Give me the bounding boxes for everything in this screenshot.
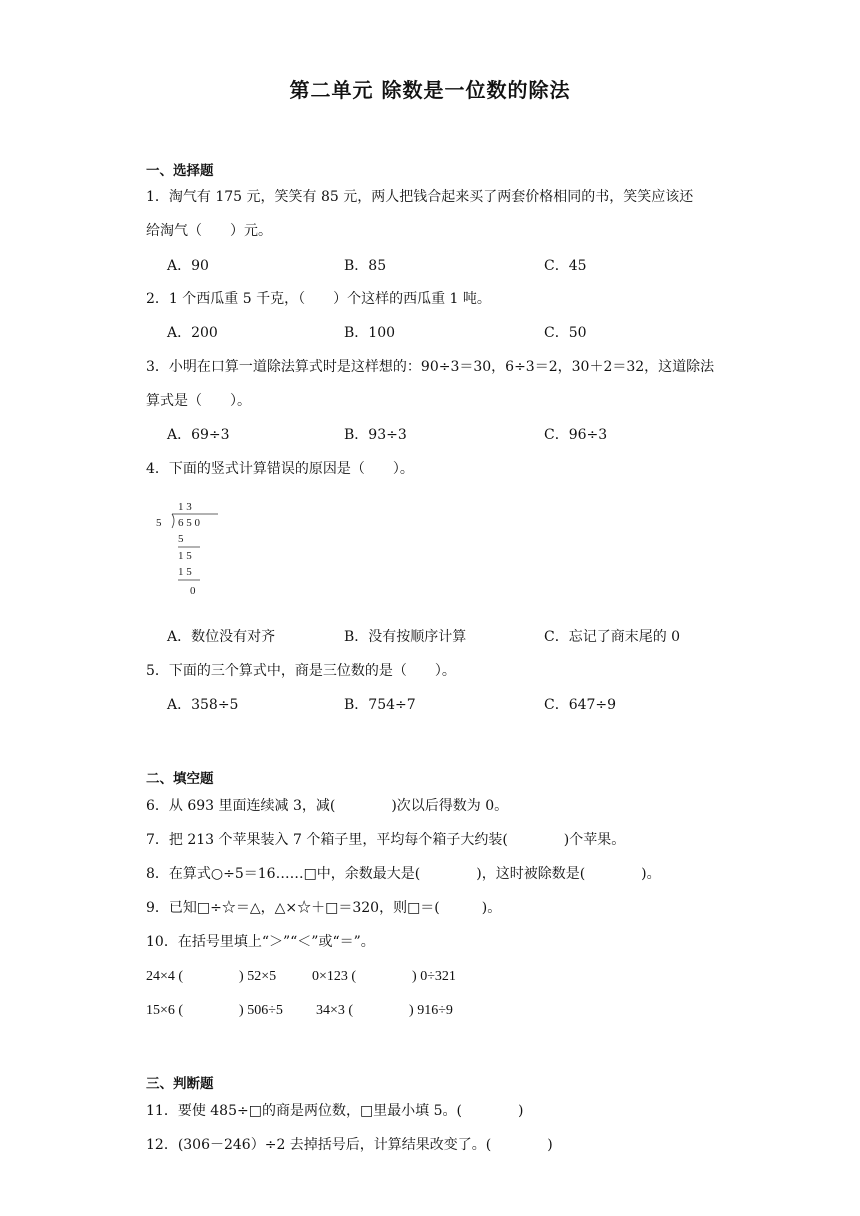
question-7: 7．把 213 个苹果装入 7 个箱子里，平均每个箱子大约装( )个苹果。 bbox=[146, 832, 626, 848]
question-2-option-c: C．50 bbox=[544, 325, 587, 341]
question-11: 11．要使 485÷□的商是两位数，□里最小填 5。( ) bbox=[146, 1103, 524, 1119]
division-dividend: 6 5 0 bbox=[178, 517, 200, 529]
question-2-line-1: 2．1 个西瓜重 5 千克，（ ）个这样的西瓜重 1 吨。 bbox=[146, 291, 491, 307]
question-6: 6．从 693 里面连续减 3，减( )次以后得数为 0。 bbox=[146, 798, 509, 814]
question-3-option-a: A．69÷3 bbox=[167, 427, 230, 443]
question-4-option-a: A．数位没有对齐 bbox=[167, 629, 276, 645]
question-2-option-a: A．200 bbox=[167, 325, 218, 341]
question-1-line-2: 给淘气（ ）元。 bbox=[146, 223, 272, 239]
question-12: 12．(306－246）÷2 去掉括号后，计算结果改变了。( ) bbox=[146, 1137, 553, 1153]
question-10-line-1: 10．在括号里填上“＞”“＜”或“＝”。 bbox=[146, 934, 375, 950]
section-heading-choice: 一、选择题 bbox=[146, 163, 214, 179]
question-1-option-b: B．85 bbox=[344, 258, 387, 274]
division-quotient: 1 3 bbox=[178, 501, 192, 513]
question-8: 8．在算式○÷5＝16……□中，余数最大是( )，这时被除数是( )。 bbox=[146, 866, 661, 882]
question-10-compare-3: 15×6 ( ) 506÷5 bbox=[146, 1003, 283, 1018]
question-9: 9．已知□÷☆＝△，△×☆＋□＝320，则□＝( )。 bbox=[146, 900, 502, 916]
question-4-option-b: B．没有按顺序计算 bbox=[344, 629, 467, 645]
division-divisor: 5 bbox=[156, 517, 162, 529]
question-3-option-b: B．93÷3 bbox=[344, 427, 407, 443]
question-10-compare-1: 24×4 ( ) 52×5 bbox=[146, 969, 277, 984]
question-10-compare-4: 34×3 ( ) 916÷9 bbox=[316, 1003, 453, 1018]
question-3-line-2: 算式是（ ）。 bbox=[146, 393, 251, 409]
division-step-3: 1 5 bbox=[178, 566, 192, 578]
question-2-option-b: B．100 bbox=[344, 325, 396, 341]
question-1-line-1: 1．淘气有 175 元，笑笑有 85 元，两人把钱合起来买了两套价格相同的书，笑笑应该还 bbox=[146, 189, 694, 205]
long-division-figure bbox=[148, 496, 228, 600]
question-4-option-c: C．忘记了商末尾的 0 bbox=[544, 629, 681, 645]
division-step-2: 1 5 bbox=[178, 550, 192, 562]
question-5-option-a: A．358÷5 bbox=[167, 697, 239, 713]
question-1-option-a: A．90 bbox=[167, 258, 209, 274]
division-remainder: 0 bbox=[190, 585, 196, 597]
question-10-compare-2: 0×123 ( ) 0÷321 bbox=[312, 969, 456, 984]
question-5-option-b: B．754÷7 bbox=[344, 697, 416, 713]
question-3-line-1: 3．小明在口算一道除法算式时是这样想的：90÷3＝30，6÷3＝2，30＋2＝32，这道除法 bbox=[146, 359, 715, 375]
question-3-option-c: C．96÷3 bbox=[544, 427, 608, 443]
page-title: 第二单元 除数是一位数的除法 bbox=[289, 78, 571, 102]
section-heading-fill: 二、填空题 bbox=[146, 771, 214, 787]
question-4-line-1: 4．下面的竖式计算错误的原因是（ ）。 bbox=[146, 461, 414, 477]
section-heading-judge: 三、判断题 bbox=[146, 1076, 214, 1092]
division-step-1: 5 bbox=[178, 533, 184, 545]
question-5-option-c: C．647÷9 bbox=[544, 697, 617, 713]
question-1-option-c: C．45 bbox=[544, 258, 587, 274]
question-5-line-1: 5．下面的三个算式中，商是三位数的是（ ）。 bbox=[146, 663, 456, 679]
